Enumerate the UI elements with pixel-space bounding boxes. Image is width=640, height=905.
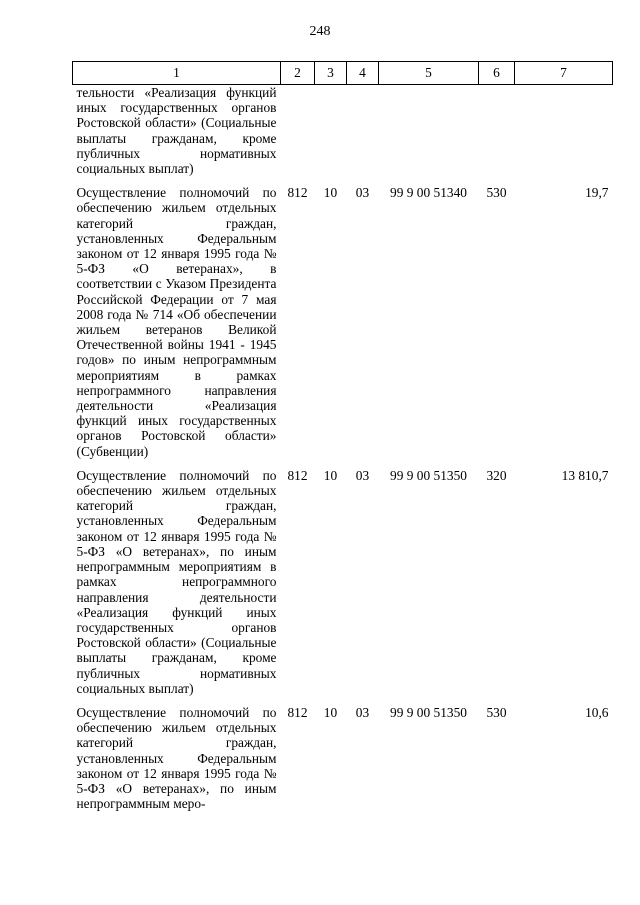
column-header-7: 7: [515, 62, 613, 85]
row-expense-type: 530: [486, 185, 507, 201]
table-body: [73, 85, 613, 821]
header-row: [73, 62, 613, 85]
row-subsection: [347, 85, 379, 186]
row-expense-type: [479, 85, 515, 186]
row-amount: [515, 85, 613, 186]
row-section: 10: [323, 704, 338, 720]
row-ministry: 812: [287, 467, 308, 483]
column-header-5: 5: [379, 62, 479, 85]
budget-table: [72, 61, 613, 820]
table-row: [73, 85, 613, 186]
table-header: [73, 62, 613, 85]
row-section: 10: [323, 467, 338, 483]
row-amount: 19,7: [585, 185, 609, 201]
row-target-article: 99 9 00 51340: [390, 185, 467, 201]
row-description: Осуществление полномочий по обеспечению жильем отдельных категорий граждан, установленных Федеральным законом от 12 января 1995 года № 5-ФЗ «О ветеранах», в соответствии с Указом Президента Российской Федерации от 7 мая 2008 года № 714 «Об обеспечении жильем ветеранов Великой Отечественной войны 1941 - 1945 годов» по иным непрограммным мероприятиям в рамках непрограммного направления деятельности «Реализация функций иных государственных органов Ростовской области» (Субвенции): [76, 185, 277, 459]
row-subsection: 03: [355, 467, 370, 483]
row-description: Осуществление полномочий по обеспечению жильем отдельных категорий граждан, установленных Федеральным законом от 12 января 1995 года № 5-ФЗ «О ветеранах», по иным непрограммным мероприятиям в рамках непрограммного направления деятельности «Реализация функций иных государственных органов Ростовской области» (Социальные выплаты гражданам, кроме публичных нормативных социальных выплат): [76, 467, 277, 696]
row-expense-type: 320: [486, 467, 507, 483]
column-header-4: 4: [347, 62, 379, 85]
row-ministry: 812: [287, 185, 308, 201]
column-header-2: 2: [281, 62, 315, 85]
row-target-article: 99 9 00 51350: [390, 704, 467, 720]
table-row: [73, 185, 613, 468]
row-section: [315, 85, 347, 186]
page-number: 248: [309, 24, 331, 39]
row-ministry: 812: [287, 704, 308, 720]
row-amount: 10,6: [585, 704, 609, 720]
row-expense-type: 530: [486, 704, 507, 720]
row-description: Осуществление полномочий по обеспечению жильем отдельных категорий граждан, установленных Федеральным законом от 12 января 1995 года № 5-ФЗ «О ветеранах», по иным непрограммным меро-: [76, 704, 277, 812]
row-ministry: [281, 85, 315, 186]
row-description: тельности «Реализация функций иных государственных органов Ростовской области» (Социальные выплаты гражданам, кроме публичных нормативных социальных выплат): [76, 85, 277, 177]
table-row: [73, 468, 613, 705]
row-amount: 13 810,7: [561, 467, 609, 483]
row-subsection: 03: [355, 704, 370, 720]
row-target-article: 99 9 00 51350: [390, 467, 467, 483]
column-header-6: 6: [479, 62, 515, 85]
row-target-article: [379, 85, 479, 186]
column-header-3: 3: [315, 62, 347, 85]
row-subsection: 03: [355, 185, 370, 201]
table-row: [73, 705, 613, 820]
column-header-1: 1: [73, 62, 281, 85]
row-section: 10: [323, 185, 338, 201]
